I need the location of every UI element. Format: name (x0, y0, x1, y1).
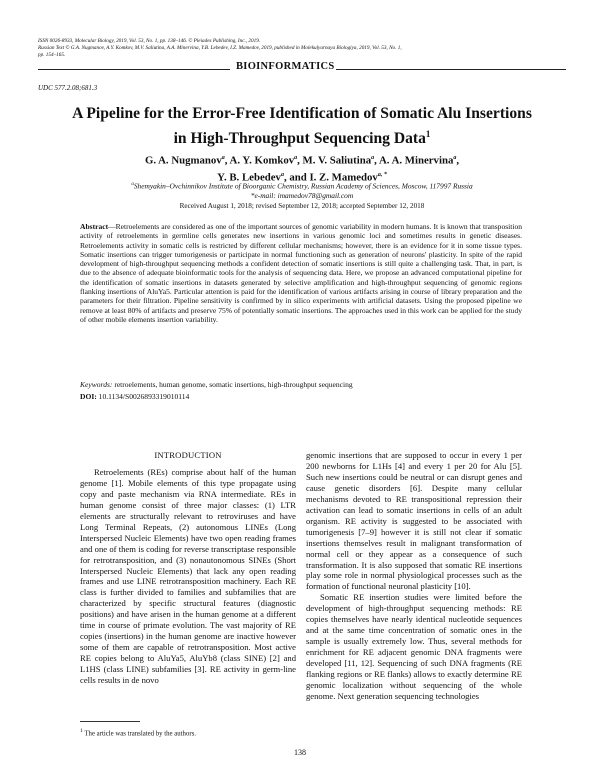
affiliation-text: Shemyakin–Ovchinnikov Institute of Bioorganic Chemistry, Russian Academy of Sciences, Moscow, 117997 Russia (133, 181, 473, 191)
received-dates: Received August 1, 2018; revised September 12, 2018; accepted September 12, 2018 (179, 202, 425, 210)
footnote-text: The article was translated by the authors. (84, 730, 196, 738)
author-separator: , (224, 154, 230, 167)
abstract-label: Abstract (80, 222, 109, 231)
title-line-2-text: in High-Throughput Sequencing Data (173, 130, 426, 148)
title-line-1: A Pipeline for the Error-Free Identification of Somatic Alu Insertions (72, 105, 532, 122)
doi-label: DOI: (80, 392, 97, 401)
contact-email: *e-mail: imamedov78@gmail.com (250, 191, 354, 201)
paper-title (38, 104, 566, 149)
author-separator: , (456, 154, 460, 167)
footnote (80, 728, 296, 737)
author-name: G. A. Nugmanov (144, 154, 222, 167)
section-rule-left (38, 69, 230, 70)
author-affiliation-mark: a (280, 171, 284, 178)
affiliation-block (38, 180, 566, 201)
author-separator: , (297, 154, 303, 167)
journal-header-line-3: pp. 154–165. (38, 52, 66, 58)
column-right (306, 450, 522, 702)
abstract (80, 222, 522, 324)
author-name: Y. B. Lebedev (217, 171, 281, 184)
column-left (80, 450, 296, 686)
paragraph: genomic insertions that are supposed to occur in every 1 per 200 newborns for L1Hs [4] and every 1 per 20 for Alu [5]. Such new insertions could be neutral or can disrupt genes and cause genetic disorders [6]. Despite many cellular mechanisms devoted to RE transpositional repression their activation can lead to somatic insertions in cells of an adult organism. RE activity is suggested to be associated with tumorigenesis [7–9] however it is still not clear if somatic insertions themselves result in malignant transformation of normal cell or they appear as a consequence of such transformation. It is also supposed that somatic RE insertions play some role in normal physiological processes such as the formation of functional neuronal plasticity [10]. (306, 450, 522, 592)
author-name: M. V. Saliutina (302, 154, 372, 167)
title-footnote-mark: 1 (425, 129, 431, 139)
keywords-label: Keywords: (80, 380, 113, 389)
footnote-mark: 1 (80, 728, 83, 734)
author-affiliation-mark: a (371, 155, 375, 161)
author-affiliation-mark: a (453, 155, 457, 161)
udc-code: UDC 577.2.08;681.3 (38, 84, 98, 92)
author-name: A. A. Minervina (378, 154, 454, 167)
introduction-heading: INTRODUCTION (154, 450, 222, 460)
page-number: 138 (294, 748, 306, 757)
footnote-rule (80, 721, 140, 722)
section-label: BIOINFORMATICS (236, 61, 335, 72)
paragraph: Retroelements (REs) comprise about half of the human genome [1]. Mobile elements of this type propagate using copy and paste mechanism via RNA intermediate. REs in human genome consist of three major classes: (1) LTR elements are structurally relevant to retroviruses and have Long Terminal Repeats, (2) autonomous LINEs (Long Interspersed Nucleic Elements) have two open reading frames and one of them is coding for reverse transcriptase responsible for retrotransposition, and (3) nonautonomous SINEs (Short Interspersed Nucleic Elements) that lack any open reading frames and use LINE retrotransposition machinery. Each RE class is further divided to families and subfamilies that are characterized by specific structural features (diagnostic positions) and have arisen in the human genome at a different time in course of primate evolution. The vast majority of RE copies (insertions) in the human genome are inactive however some of them are capable of retrotransposition. Most active RE copies belong to AluYa5, AluYb8 (class SINE) [2] and L1HS (class LINE) subfamilies [3]. RE activity in germ-line cells results in de novo (80, 466, 296, 686)
author-affiliation-mark: a (294, 155, 298, 161)
journal-header-line-1: ISSN 0026-8933, Molecular Biology, 2019, Vol. 53, No. 1, pp. 138–146. © Pleiades Publishing, Inc., 2019. (38, 38, 261, 44)
author-separator: , and (283, 171, 310, 184)
abstract-text: —Retroelements are considered as one of the important sources of genomic variability in modern humans. It is known that transposition activity of retroelements in germline cells generates new insertions in various genomic loci and sometimes results in genetic diseases. Retroelements activity in somatic cells is restricted by different cellular mechanisms; however, there is an evidence for it in some tissue types. Somatic insertions can trigger tumorigenesis or participate in normal functioning such as generation of neurons' plasticity. In spite of the rapid development of high-throughput sequencing methods a confident detection of somatic insertions is still quite a challenging task. That, in part, is due to the absence of adequate bioinformatic tools for the analysis of sequencing data. Here, we propose an advanced computational pipeline for the identification of somatic insertions in datasets generated by selective amplification and high-throughput sequencing of genomic regions flanking insertions of AluYa5. Particular attention is paid for the identification of various artifacts arising in course of library preparation and the parameters for their filtration. Pipeline sensitivity is confirmed by in silico experiments with artificial datasets. Using the proposed pipeline we remove at least 80% of artifacts and preserve 75% of potentially somatic insertions. The approaches used in this work can be applied for the study of other mobile elements insertion variability. (80, 222, 522, 324)
affiliation-mark: a (131, 182, 134, 187)
author-name: I. Z. Mamedov (309, 171, 378, 184)
journal-header-line-2: Russian Text © G.A. Nugmanov, A.Y. Komkov, M.V. Saliutina, A.A. Minervina, Y.B. Lebedev, I.Z. Mamedov, 2019, published in Molekulyarnaya Biologiya, 2019, Vol. 53, No. 1, (38, 45, 402, 51)
paragraph: Somatic RE insertion studies were limited before the development of high-throughput sequencing methods: RE copies themselves have nearly identical nucleotide sequences and at the same time concentration of somatic ones in the sample is usually extremely low. Thus, several methods for enrichment for RE adjacent genomic DNA fragments were developed [11, 12]. Sequencing of such DNA fragments (RE flanking regions or RE flanks) allows to exactly determine RE genomic localization without sequencing of the whole genome. Next generation sequencing technologies (306, 592, 522, 701)
doi (80, 392, 189, 401)
author-line-1 (38, 151, 566, 168)
author-affiliation-mark: a, * (377, 171, 387, 178)
affiliation-line (38, 180, 566, 191)
title-line-2 (38, 124, 566, 149)
keywords-text: retroelements, human genome, somatic insertions, high-throughput sequencing (114, 380, 353, 389)
author-affiliation-mark: a (221, 155, 225, 161)
author-name: A. Y. Komkov (229, 154, 295, 167)
doi-link[interactable]: 10.1134/S0026893319010114 (98, 392, 190, 401)
keywords (80, 380, 522, 390)
author-separator: , (374, 154, 379, 167)
section-rule-right (336, 69, 566, 70)
